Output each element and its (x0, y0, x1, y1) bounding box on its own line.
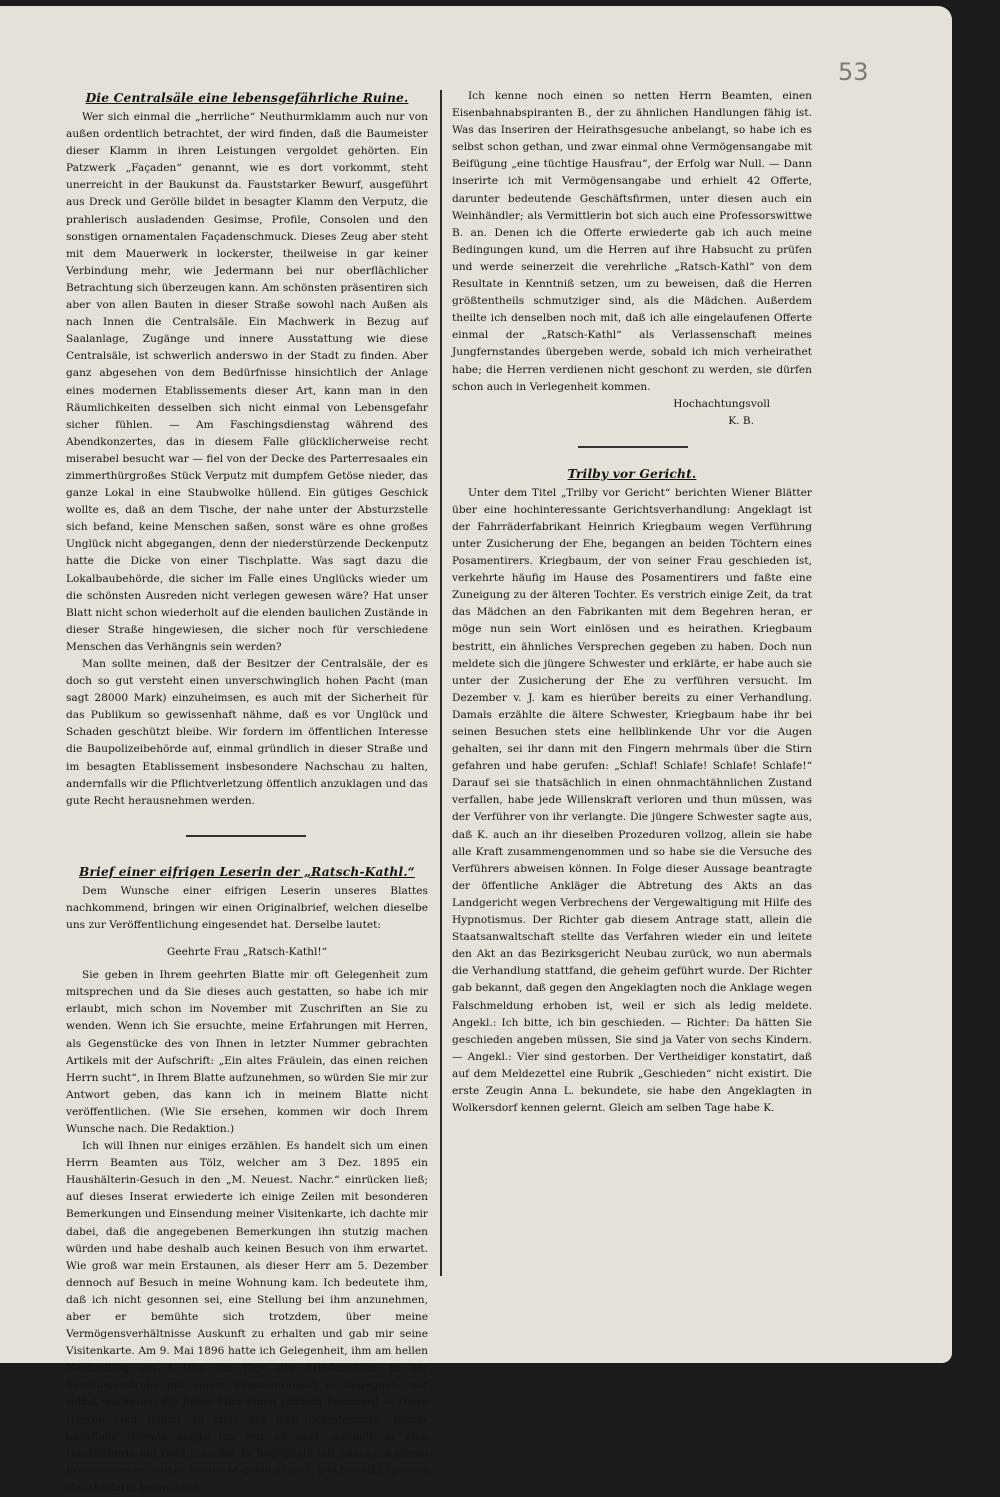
letter-paragraph-continued: Ich kenne noch einen so netten Herrn Beamten, einen Eisenbahnabspiranten B., der zu ähnlichen Handlungen fähig ist. Was das Inseriren der Heirathsgesuche anbelangt, so habe ich es selbst schon gethan, und zwar einmal ohne Vermögensangabe mit Beifügung „eine tüchtige Hausfrau“, der Erfolg war Null. — Dann inserirte ich mit Vermögensangabe und erhielt 42 Offerte, darunter bedeutende Geschäftsfirmen, unter diesen auch ein Weinhändler; als Vermittlerin bot sich auch eine Professorswittwe B. an. Denen ich die Offerte erwiederte gab ich auch meine Bedingungen kund, um die Herren auf ihre Habsucht zu prüfen und werde seinerzeit die verehrliche „Ratsch-Kathl“ von dem Resultate in Kenntniß setzen, um zu beweisen, daß die Herren größtentheils schmutziger sind, als die Mädchen. Außerdem theilte ich denselben noch mit, daß ich alle eingelaufenen Offerte einmal der „Ratsch-Kathl“ als Verlassenschaft meines Jungfernstandes übergeben werde, sobald ich mich verheirathet habe; die Herren verdienen nicht geschont zu werden, sie dürfen schon auch in Verlegenheit kommen. (452, 90, 812, 393)
letter-paragraph: Ich will Ihnen nur einiges erzählen. Es handelt sich um einen Herrn Beamten aus Tölz, welcher am 3 Dez. 1895 ein Haushälterin-Gesuch in den „M. Neuest. Nachr.“ einrücken ließ; auf dieses Inserat erwiederte ich einige Zeilen mit besonderen Bemerkungen und Einsendung meiner Visitenkarte, ich dachte mir dabei, daß die angegebenen Bemerkungen ihn stutzig machen würden und habe deshalb auch keinen Besuch von ihm erwartet. Wie groß war mein Erstaunen, als dieser Herr am 5. Dezember dennoch auf Besuch in meine Wohnung kam. Ich bedeutete ihm, daß ich nicht gesonnen sei, eine Stellung bei ihm anzunehmen, aber er bemühte sich trotzdem, über meine Vermögensverhältnisse Auskunft zu erhalten und gab mir seine Visitenkarte. Am 9. Mai 1896 hatte ich Gelegenheit, ihm am hellen Nachmittag um 3 Uhr, am Tage der Friedensfeier, in der Sendlingerstraße mit einem Kanonenrausch zu begegnen; mir selbst wackelten die Beine über einen solchen Beamten! — Diese Herren sind immer so stolz auf ihre Beamtenehre. Dieser besoffene Beamte zeigte mir nur zu bald, weshalb er eine Haushälterin mit Geld brauche. Er begegnete mir öfters mit einem Frauenzimmer; will er vielleicht damit zeigen, wie familiär er seine Haushälterin behandelt? (66, 1140, 428, 1494)
column-divider (440, 90, 442, 1276)
article-intro: Dem Wunsche einer eifrigen Leserin unseres Blattes nachkommend, bringen wir einen Originalbrief, welchen dieselbe uns zur Veröffentlichung eingesendet hat. Derselbe lautet: (66, 884, 428, 932)
letter-initials: K. B. (728, 414, 754, 427)
letter-paragraph: Sie geben in Ihrem geehrten Blatte mir oft Gelegenheit zum mitsprechen und da Sie dieses auch gestatten, so habe ich mir erlaubt, mich schon im November mit Zuschriften an Sie zu wenden. Wenn ich Sie ersuchte, meine Erfahrungen mit Herren, als Gegenstücke des von Ihnen in letzter Nummer gebrachten Artikels mit der Aufschrift: „Ein altes Fräulein, das einen reichen Herrn sucht“, in Ihrem Blatte aufzunehmen, so würden Sie mir zur Antwort geben, das kann ich in meinem Blatte nicht veröffentlichen. (Wie Sie ersehen, kommen wir doch Ihrem Wunsche nach. Die Redaktion.) (66, 969, 428, 1135)
right-column (452, 88, 812, 1117)
section-separator (452, 430, 812, 464)
section-separator (66, 810, 428, 862)
letter-salutation: Geehrte Frau „Ratsch-Kathl!“ (166, 946, 328, 959)
article-paragraph: Unter dem Titel „Trilby vor Gericht“ berichten Wiener Blätter über eine hochinteressante Gerichtsverhandlung: Angeklagt ist der Fahrräderfabrikant Heinrich Kriegbaum wegen Verführung unter Zusicherung der Ehe, begangen an beiden Töchtern eines Posamentirers. Kriegbaum, der von seiner Frau geschieden ist, verkehrte häufig im Hause des Posamentirers und faßte eine Zuneigung zu der älteren Tochter. Es verstrich einige Zeit, da trat das Mädchen an den Fabrikanten mit dem Begehren heran, er möge nun sein Wort einlösen und es heirathen. Kriegbaum bestritt, ein ähnliches Versprechen gegeben zu haben. Doch nun meldete sich die jüngere Schwester und erklärte, er habe auch sie unter der Zusicherung der Ehe zu verführen versucht. Im Dezember v. J. kam es hierüber bereits zu einer Verhandlung. Damals erzählte die ältere Schwester, Kriegbaum habe ihr bei seinen Besuchen stets eine hellblinkende Uhr vor die Augen gehalten, sei ihr dann mit den Fingern mehrmals über die Stirn gefahren und habe gerufen: „Schlaf! Schlafe! Schlafe! Schlafe!“ Darauf sei sie thatsächlich in einen ohnmachtähnlichen Zustand verfallen, habe jede Willenskraft verloren und thun müssen, was der Verführer von ihr verlangte. Die jüngere Schwester sagte aus, daß K. auch an ihr dieselben Prozeduren vollzog, allein sie habe alle Kraft zusammengenommen und so habe sie die Versuche des Verführers abweisen können. In Folge dieser Aussage beantragte der öffentliche Ankläger die Abtretung des Akts an das Landgericht wegen Verbrechens der Vergewaltigung mit Hilfe des Hypnotismus. Der Richter gab diesem Antrage statt, allein die Staatsanwaltschaft stellte das Verfahren wieder ein und leitete den Akt an das Bezirksgericht Neubau zurück, wo nun abermals die Verhandlung stattfand, die geheim geführt wurde. Der Richter gab bekannt, daß gegen den Angeklagten noch die Anklage wegen Falschmeldung erhoben ist, weil er sich als ledig meldete. Angekl.: Ich bitte, ich bin geschieden. — Richter: Da hätten Sie geschieden angeben müssen, Sie sind ja Vater von sechs Kindern. — Angekl.: Vier sind gestorben. Der Vertheidiger konstatirt, daß auf dem Meldezettel eine Rubrik „Geschieden“ nicht existirt. Die erste Zeugin Anna L. bekundete, sie habe den Angeklagten in Wolkersdorf kennen gelernt. Gleich am selben Tage habe K. (452, 486, 812, 1115)
article-title-trilby: Trilby vor Gericht. (567, 466, 697, 481)
page-number: 53 (838, 58, 869, 86)
newspaper-page (0, 6, 952, 1494)
letter-closing: Hochachtungsvoll (673, 397, 770, 410)
article-title-brief: Brief einer eifrigen Leserin der „Ratsch-Kathl.“ (79, 864, 415, 879)
article-paragraph: Wer sich einmal die „herrliche“ Neuthurmklamm auch nur von außen ordentlich betrachtet, der wird finden, daß die Baumeister dieser Klamm in ihren Leistungen vergoldet gehörten. Ein Patzwerk „Façaden“ genannt, wie es dort vorkommt, steht unerreicht in der Baukunst da. Fauststarker Bewurf, ausgeführt aus Dreck und Gerölle bildet in besagter Klamm den Verputz, die prahlerisch ausladenden Gesimse, Profile, Consolen und den sonstigen ornamentalen Façadenschmuck. Dieses Zeug aber steht mit dem Mauerwerk in lockerster, theilweise in gar keiner Verbindung mehr, wie Jedermann bei nur oberflächlicher Betrachtung sich überzeugen kann. Am schönsten präsentiren sich aber von allen Bauten in dieser Straße sowohl nach Außen als nach Innen die Centralsäle. Ein Machwerk in Bezug auf Saalanlage, Zugänge und innere Ausstattung wie diese Centralsäle, ist schwerlich anderswo in der Stadt zu finden. Aber ganz abgesehen von dem Bedürfnisse hinsichtlich der Anlage eines modernen Etablissements dieser Art, kann man in den Räumlichkeiten desselben sich nicht einmal von Lebensgefahr sicher fühlen. — Am Faschingsdienstag während des Abendkonzertes, das in diesem Falle glücklicherweise recht miserabel besucht war — fiel von der Decke des Parterresaales ein zimmerthürgroßes Stück Verputz mit dumpfem Getöse nieder, das ganze Lokal in eine Staubwolke hüllend. Ein gütiges Geschick wollte es, daß an dem Tische, der nahe unter der Absturzstelle sich befand, keine Menschen saßen, sonst wäre es ohne großes Unglück nicht abgegangen, denn der niederstürzende Deckenputz hatte die Dicke von einer Tischplatte. Was sagt dazu die Lokalbaubehörde, die sicher im Falle eines Unglücks wieder um die schönsten Ausreden nicht verlegen gewesen wäre? Hat unser Blatt nicht schon wiederholt auf die elenden baulichen Zustände in dieser Straße hingewiesen, die sicher noch für verschiedene Menschen das Verhängnis sein werden? (66, 111, 428, 653)
article-paragraph: Man sollte meinen, daß der Besitzer der Centralsäle, der es doch so gut versteht einen unverschwinglich hohen Pacht (man sagt 28000 Mark) einzuheimsen, es auch mit der Sicherheit für das Publikum so gewissenhaft nähme, daß es vor Unglück und Schaden geschützt bleibe. Wir fordern im öffentlichen Interesse die Baupolizeibehörde auf, einmal gründlich in dieser Straße und im besagten Etablissement insbesondere Nachschau zu halten, andernfalls wir die Pflichtverletzung öffentlich anzuklagen und das gute Recht herausnehmen werden. (66, 658, 428, 807)
left-column (66, 88, 428, 1497)
article-title-centralsaele: Die Centralsäle eine lebensgefährliche Ruine. (85, 91, 409, 105)
